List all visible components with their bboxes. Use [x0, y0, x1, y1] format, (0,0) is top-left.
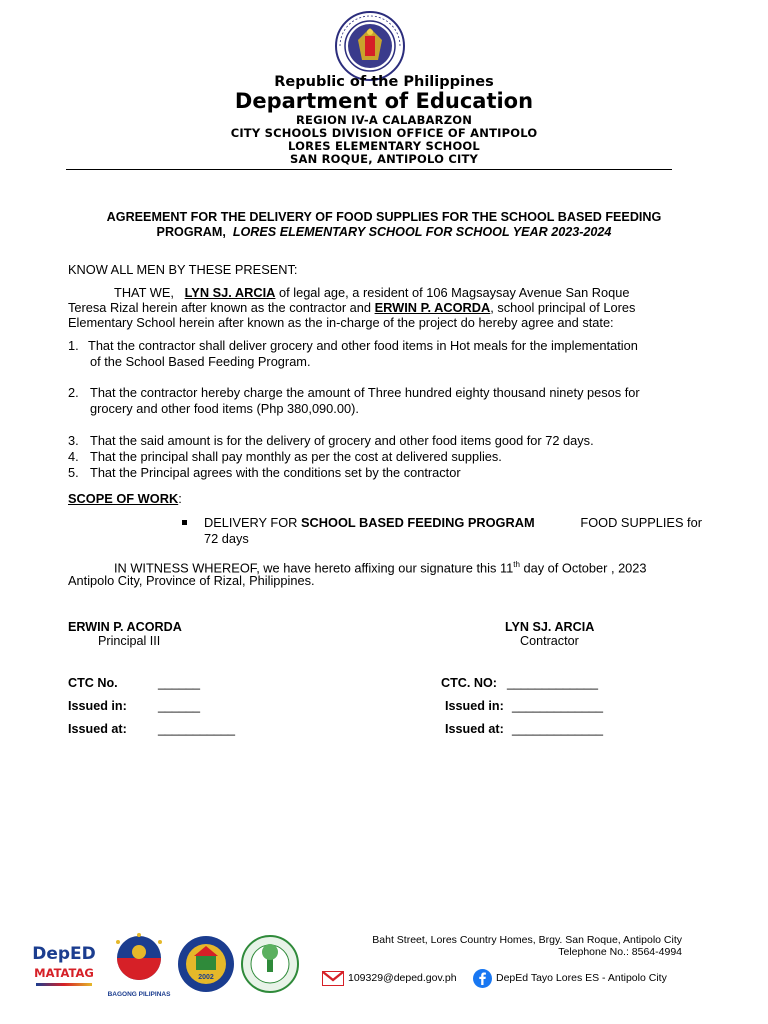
item-number: 5. [68, 465, 79, 480]
issued-in-label-right: Issued in: [445, 699, 504, 713]
footer-email[interactable]: 109329@deped.gov.ph [348, 972, 457, 984]
intro-text: KNOW ALL MEN BY THESE PRESENT: [68, 262, 298, 277]
header-republic: Republic of the Philippines [274, 74, 494, 90]
principal-signature-name: ERWIN P. ACORDA [68, 620, 182, 634]
title-line-2: PROGRAM, LORES ELEMENTARY SCHOOL FOR SCHOOL YEAR 2023-2024 [156, 225, 612, 239]
ctc-no-blank-right: _____________ [507, 676, 599, 690]
header-address: SAN ROQUE, ANTIPOLO CITY [289, 152, 479, 166]
item-number: 1. [68, 338, 79, 353]
footer-address: Baht Street, Lores Country Homes, Brgy. San Roque, Antipolo City [372, 934, 682, 946]
witness-line-2: Antipolo City, Province of Rizal, Philippines. [68, 573, 315, 588]
issued-at-blank-right: _____________ [512, 722, 604, 736]
deped-seal-logo [334, 10, 406, 82]
principal-name: ERWIN P. ACORDA [374, 300, 491, 315]
facebook-icon [473, 969, 492, 988]
paragraph-line-2: Teresa Rizal herein after known as the contractor and ERWIN P. ACORDA, school principal of Lores [68, 300, 636, 315]
deped-matatag-logo: DepED MATATAG [30, 938, 98, 996]
document-title [68, 210, 700, 240]
item-text: That the principal shall pay monthly as per the cost at delivered supplies. [90, 449, 502, 464]
issued-at-label: Issued at: [68, 722, 127, 736]
principal-signature-title: Principal III [98, 634, 161, 648]
item-number: 4. [68, 449, 79, 464]
title-line-1: AGREEMENT FOR THE DELIVERY OF FOOD SUPPLIES FOR THE SCHOOL BASED FEEDING [106, 210, 662, 224]
ctc-no-label-right: CTC. NO: [441, 676, 497, 690]
item-text: That the contractor hereby charge the amount of Three hundred eighty thousand ninety pesos for [90, 385, 640, 400]
item-text: That the Principal agrees with the conditions set by the contractor [90, 465, 461, 480]
scope-bullet-line-1: DELIVERY FOR SCHOOL BASED FEEDING PROGRAM FOOD SUPPLIES for [204, 515, 702, 530]
contractor-name: LYN SJ. ARCIA [184, 285, 276, 300]
header-department: Department of Education [234, 89, 534, 113]
item-text-cont: grocery and other food items (Php 380,090.00). [90, 401, 359, 416]
bagong-pilipinas-logo: BAGONG PILIPINAS [104, 932, 174, 996]
footer-facebook[interactable]: DepEd Tayo Lores ES - Antipolo City [496, 972, 667, 984]
header-division: CITY SCHOOLS DIVISION OFFICE OF ANTIPOLO [230, 126, 538, 140]
paragraph-line-1: THAT WE, LYN SJ. ARCIA of legal age, a resident of 106 Magsaysay Avenue San Roque [114, 285, 630, 300]
ctc-no-label: CTC No. [68, 676, 118, 690]
contractor-signature-name: LYN SJ. ARCIA [505, 620, 595, 634]
school-logo-2002: 2002 [176, 934, 236, 994]
issued-in-label: Issued in: [68, 699, 127, 713]
ctc-no-blank: ______ [158, 676, 201, 690]
item-text: That the said amount is for the delivery of grocery and other food items good for 72 days. [90, 433, 594, 448]
contractor-signature-title: Contractor [520, 634, 579, 648]
footer-telephone: Telephone No.: 8564-4994 [558, 946, 682, 958]
item-text-cont: of the School Based Feeding Program. [90, 354, 311, 369]
header-region: REGION IV-A CALABARZON [295, 113, 473, 127]
item-number: 2. [68, 385, 79, 400]
paragraph-line-3: Elementary School herein after known as the in-charge of the project do hereby agree and state: [68, 315, 614, 330]
header-school: LORES ELEMENTARY SCHOOL [288, 139, 480, 153]
bullet-icon [182, 520, 187, 525]
item-text: That the contractor shall deliver grocery and other food items in Hot meals for the implementation [88, 338, 638, 353]
scope-heading: SCOPE OF WORK: [68, 491, 182, 506]
gmail-icon [322, 971, 344, 986]
lores-school-logo [240, 934, 300, 994]
issued-in-blank: ______ [158, 699, 201, 713]
witness-line-1: IN WITNESS WHEREOF, we have hereto affixing our signature this 11th day of October , 2023 [114, 560, 647, 576]
issued-at-label-right: Issued at: [445, 722, 504, 736]
scope-bullet-line-2: 72 days [204, 531, 249, 546]
header-divider [66, 169, 672, 170]
issued-in-blank-right: _____________ [512, 699, 604, 713]
item-number: 3. [68, 433, 79, 448]
issued-at-blank: ___________ [158, 722, 236, 736]
